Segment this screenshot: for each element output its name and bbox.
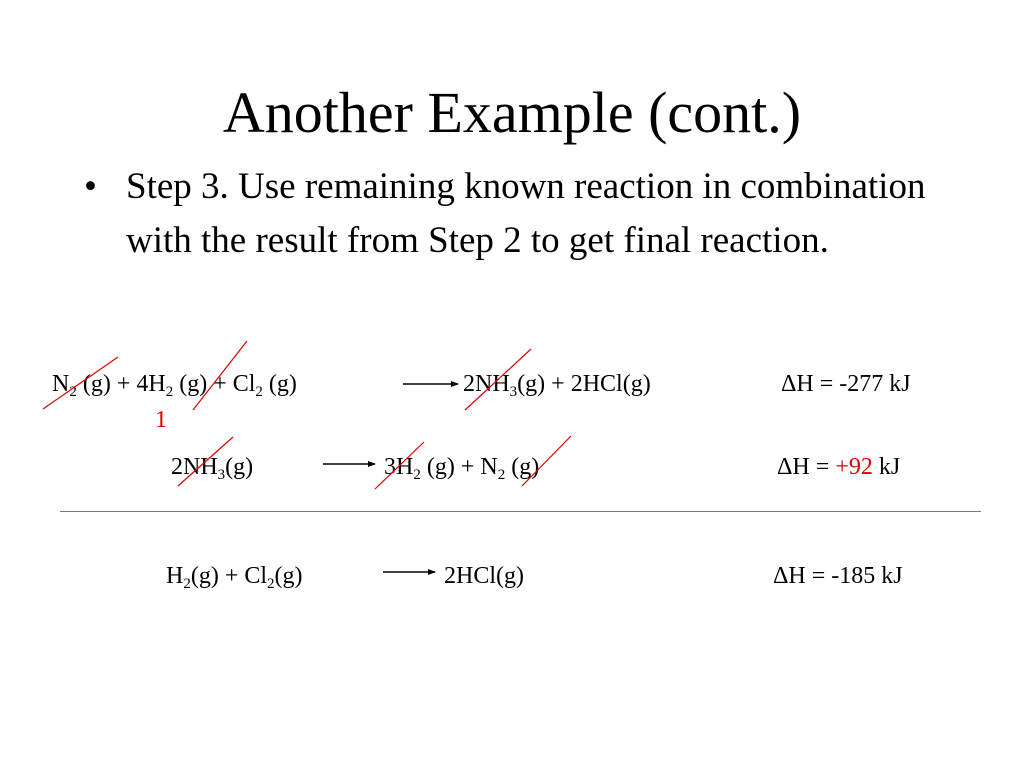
reaction-1-enthalpy: ΔH = -277 kJ xyxy=(781,371,911,397)
reaction-2-enthalpy: ΔH = +92 kJ xyxy=(777,454,901,480)
reaction-2-products: $3H_2$ $(g) + N_2$ (g) xyxy=(384,454,540,483)
reaction-2-reactant: $2NH_3(g)$ xyxy=(171,454,254,483)
sum-divider-line xyxy=(60,511,981,512)
bullet-marker: • xyxy=(84,166,97,207)
slide-title: Another Example (cont.) xyxy=(222,80,802,145)
net-reaction-product: 2HCl(g) xyxy=(444,563,524,589)
net-reaction-enthalpy: ΔH = -185 kJ xyxy=(773,563,903,589)
bullet-point xyxy=(84,160,944,268)
reaction-1-products: $2NH_3(g) + 2HCl(g)$ xyxy=(463,371,651,400)
reaction-1-reactants: $N_2$ $(g) + 4H_2$ $(g) + Cl_2$ (g) xyxy=(52,371,297,400)
bullet-text: Step 3. Use remaining known reaction in combination with the result from Step 2 to get final reaction. xyxy=(126,166,926,261)
reaction-1-annotation: 1 xyxy=(155,407,167,433)
net-reaction-reactants: $H_2(g) + Cl_2(g)$ xyxy=(166,563,303,592)
